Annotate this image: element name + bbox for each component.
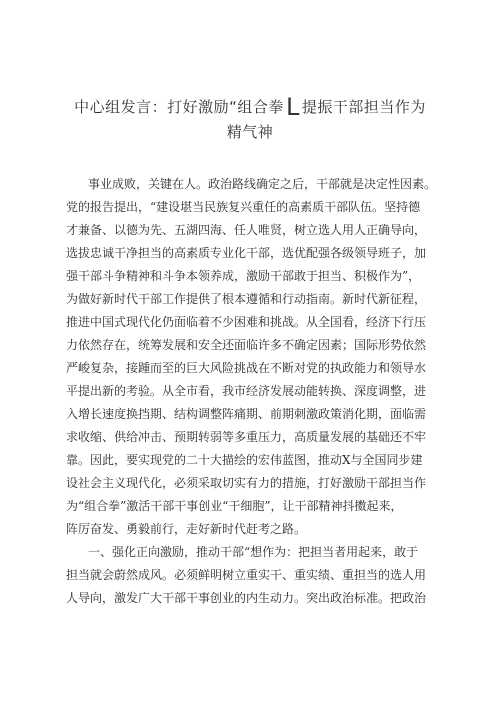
section-heading-line: 一、强化正向激励，推动干部“想作为：把担当者用起来，敢于 [88, 545, 419, 559]
body-line: 力依然存在，统筹发展和安全还面临许多不确定因素；国际形势依然 [66, 338, 427, 352]
body-line: 推进中国式现代化仍面临着不少困难和挑战。从全国看，经济下行压 [66, 315, 427, 329]
body-line: 为做好新时代干部工作提供了根本遵循和行动指南。新时代新征程， [66, 292, 427, 306]
title-text-part-2: 提振干部担当作为 [301, 98, 426, 116]
body-line: 严峻复杂，接踵而至的巨大风险挑战在不断对党的执政能力和领导水 [66, 361, 427, 375]
body-line: 事业成败，关键在人。政治路线确定之后，干部就是决定性因素。 [88, 177, 437, 191]
document-title-line-2: 精气神 [226, 123, 274, 141]
title-text-part-1: 中心组发言：打好激励“组合拳 [74, 98, 284, 116]
body-line: 强干部斗争精神和斗争本领养成，激励干部敢于担当、积极作为”， [66, 269, 421, 283]
body-line: 才兼备、以德为先、五湖四海、任人唯贤，树立选人用人正确导向， [66, 223, 427, 237]
body-line: 党的报告提出，“建设堪当民族复兴重任的高素质干部队伍。坚持德 [66, 200, 421, 214]
body-line: 为“组合拳”激活干部干事创业“干细胞”，让干部精神抖擞起来， [66, 499, 403, 513]
body-line: 平提出新的考验。从全市看，我市经济发展动能转换、深度调整，进 [66, 384, 427, 398]
body-line: 入增长速度换挡期、结构调整阵痛期、前期刺激政策消化期，面临需 [66, 407, 427, 421]
body-line: 求收缩、供给冲击、预期转弱等多重压力，高质量发展的基础还不牢 [66, 430, 427, 444]
body-line: 人导向，激发广大干部干事创业的内生动力。突出政治标准。把政治 [66, 591, 427, 605]
body-line: 靠。因此，要实现党的二十大描绘的宏伟蓝图，推动X与全国同步建 [66, 453, 423, 467]
body-line: 设社会主义现代化，必须采取切实有力的措施，打好激励干部担当作 [66, 476, 427, 490]
body-line: 担当就会蔚然成风。必须鲜明树立重实干、重实绩、重担当的选人用 [66, 568, 427, 582]
title-letter-l: L [285, 93, 300, 121]
document-title-line-1 [40, 93, 460, 121]
body-line: 阵厉奋发、勇毅前行，走好新时代赶考之路。 [66, 522, 307, 536]
body-line: 选拔忠诚干净担当的高素质专业化干部，选优配强各级领导班子，加 [66, 246, 427, 260]
